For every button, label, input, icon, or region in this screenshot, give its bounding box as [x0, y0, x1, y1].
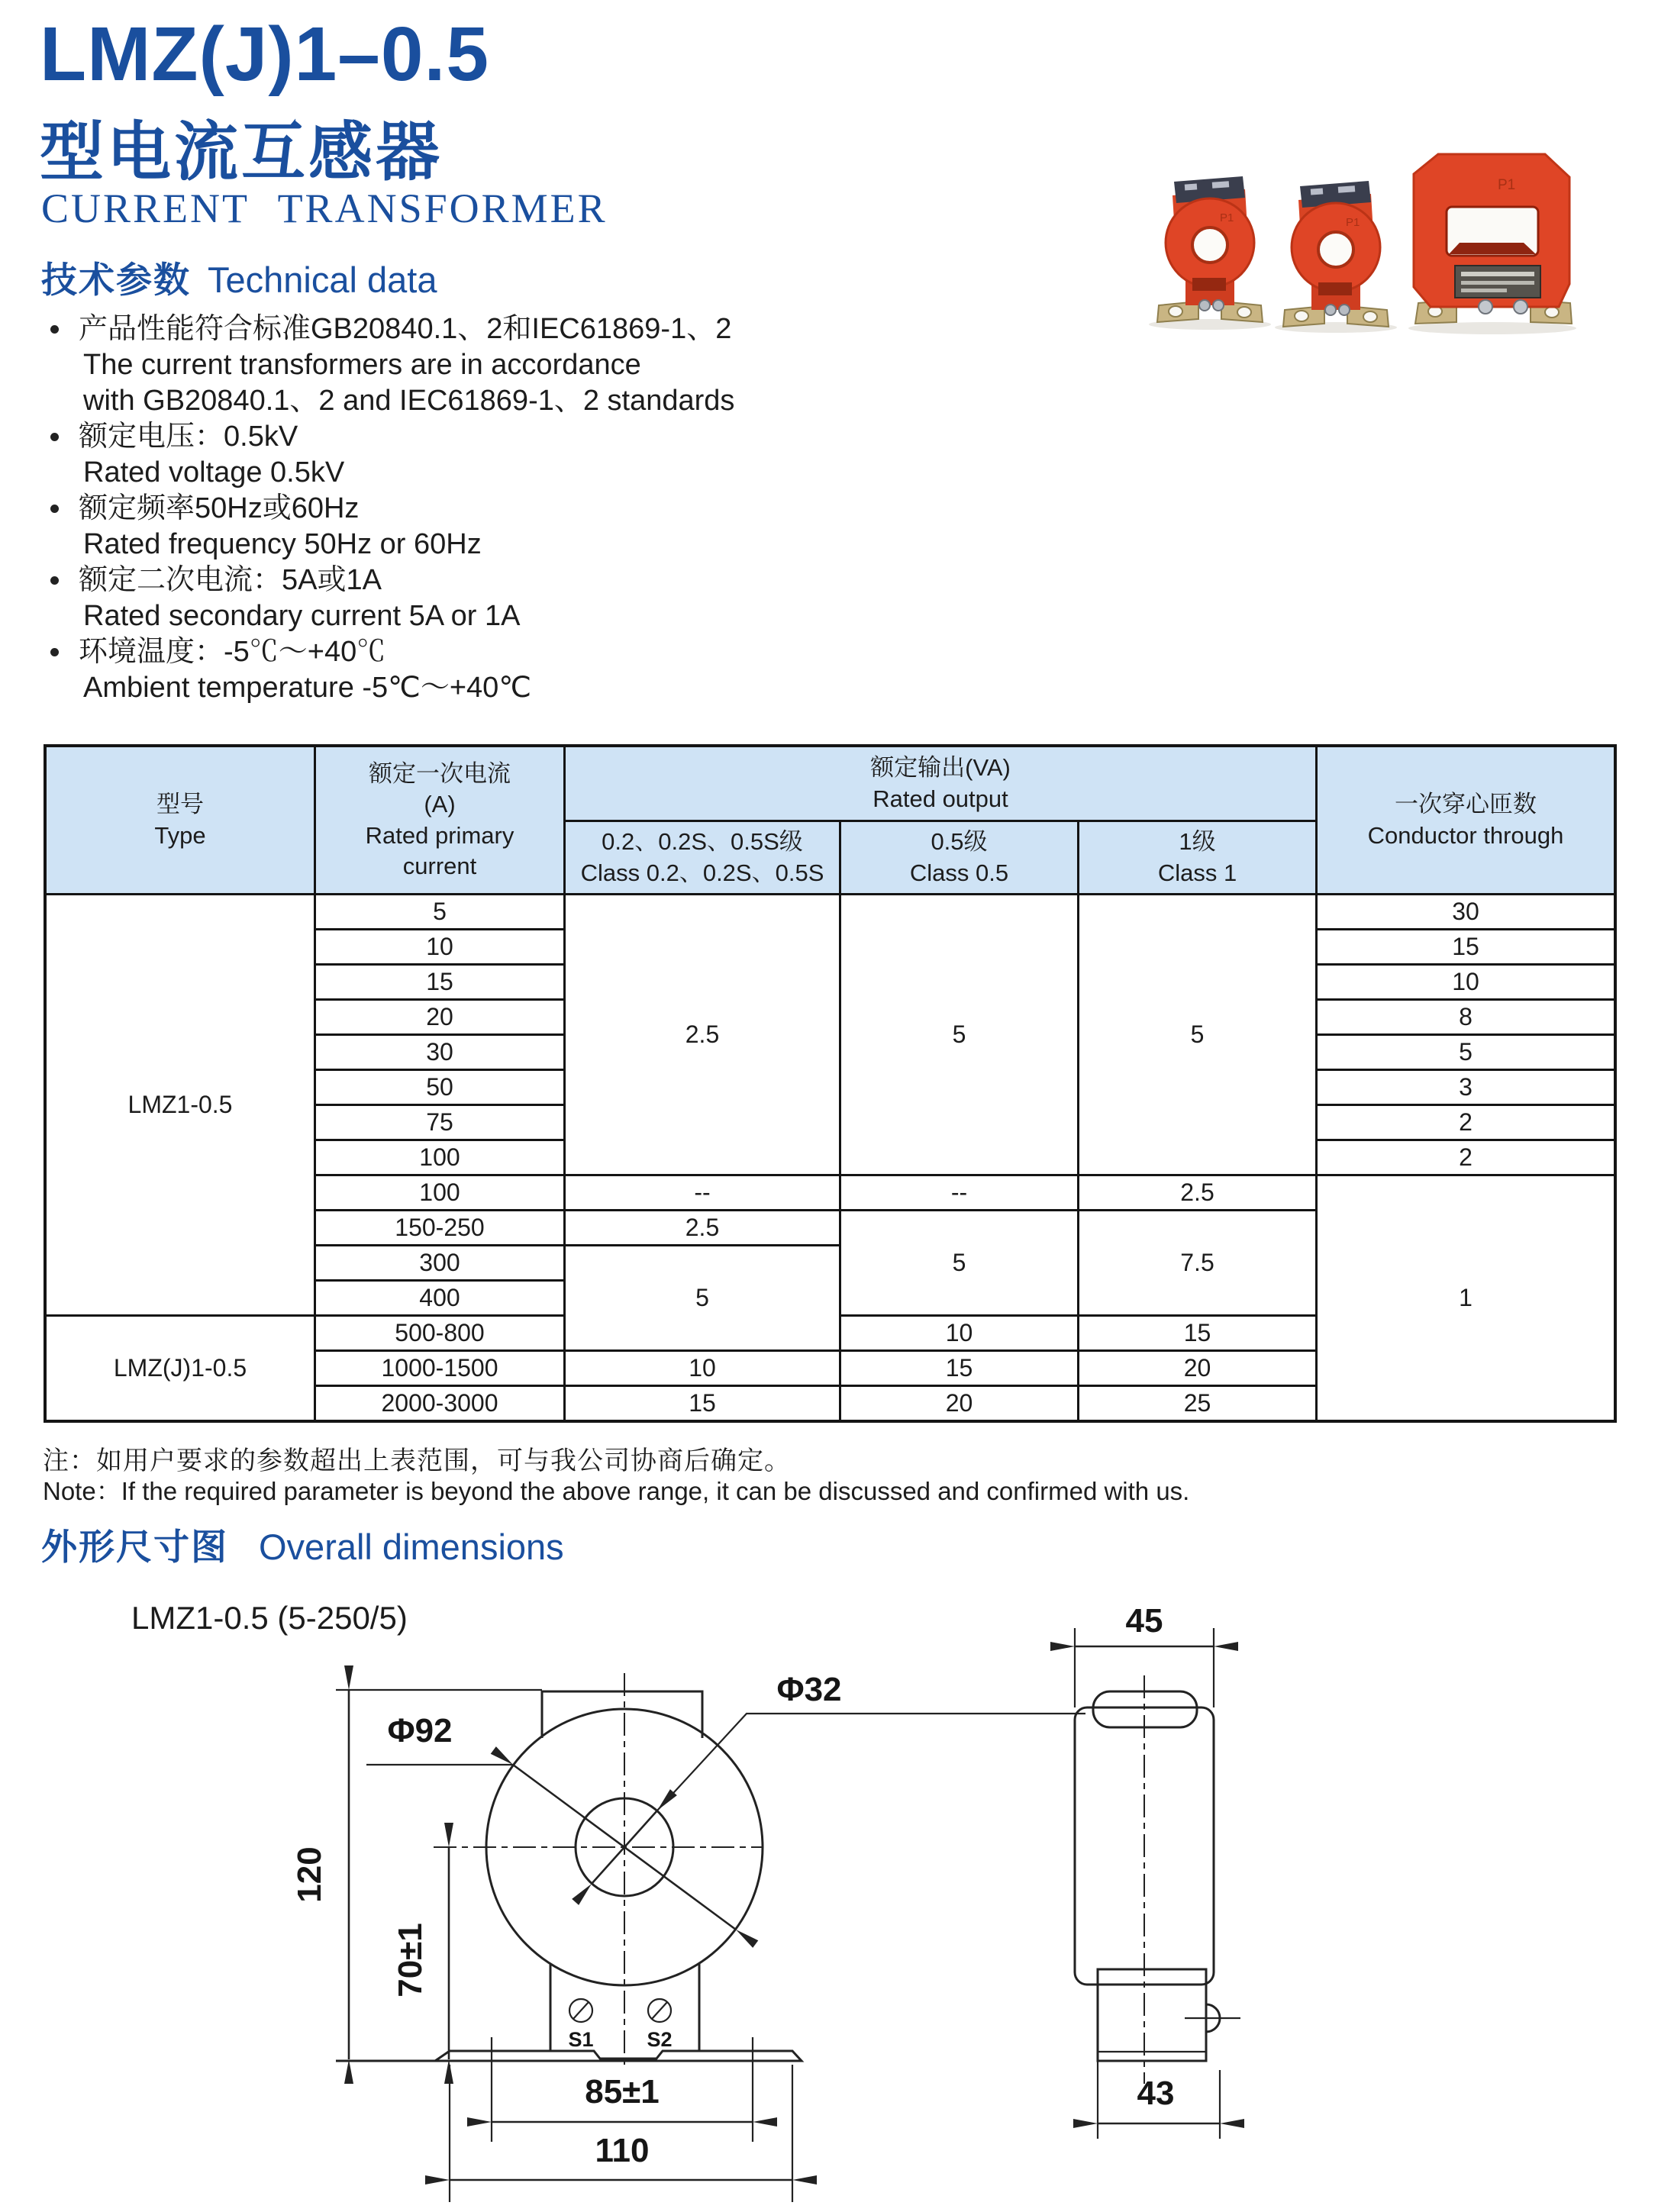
cell-current: 2000-3000 — [315, 1386, 565, 1421]
cell-turns: 5 — [1317, 1035, 1615, 1070]
cell-current: 50 — [315, 1070, 565, 1105]
cell-class1: 5 — [1079, 895, 1317, 1175]
cell-class05: 10 — [840, 1316, 1079, 1351]
bullet-dot — [50, 433, 59, 441]
type-cell: LMZ(J)1-0.5 — [46, 1316, 315, 1421]
cell-current: 100 — [315, 1140, 565, 1175]
bullet-en: Rated voltage 0.5kV — [83, 456, 345, 489]
ct-marking: P1 — [1220, 211, 1234, 224]
cell-current: 5 — [315, 895, 565, 930]
cell-current: 300 — [315, 1246, 565, 1281]
bullet-dot — [50, 648, 59, 656]
bullet-en: with GB20840.1、2 and IEC61869-1、2 standards — [83, 385, 735, 417]
bullet-dot — [50, 325, 59, 334]
cell-turns: 2 — [1317, 1105, 1615, 1140]
dim-inner-diameter: Φ32 — [776, 1671, 842, 1708]
base-plate — [435, 2051, 802, 2061]
section-technical-data-en: Technical data — [208, 260, 437, 300]
cell-current: 400 — [315, 1281, 565, 1316]
bullet-en: Ambient temperature -5℃～+40℃ — [83, 672, 531, 704]
cell-class02: -- — [565, 1175, 840, 1211]
list-item — [41, 634, 881, 706]
list-item — [41, 419, 881, 491]
terminal-label-s2: S2 — [647, 2028, 673, 2051]
cell-class02: 2.5 — [565, 1211, 840, 1246]
cell-class02: 15 — [565, 1386, 840, 1421]
cell-class05: 5 — [840, 895, 1079, 1175]
dim-side-width: 45 — [1125, 1603, 1163, 1640]
col-header-type: 型号 Type — [46, 746, 315, 895]
bullet-en: Rated frequency 50Hz or 60Hz — [83, 528, 482, 560]
ct-photo-small — [1157, 176, 1263, 322]
dim-outer-diameter: Φ92 — [387, 1712, 453, 1749]
cell-current: 20 — [315, 1000, 565, 1035]
bullet-zh: 产品性能符合标准GB20840.1、2和IEC61869-1、2 — [79, 313, 732, 345]
cell-turns: 30 — [1317, 895, 1615, 930]
cell-current: 100 — [315, 1175, 565, 1211]
col-header-primary-current: 额定一次电流 (A) Rated primary current — [315, 746, 565, 895]
cell-class05: 5 — [840, 1211, 1079, 1316]
page-subtitle-zh: 型电流互感器 — [40, 116, 444, 188]
cell-current: 150-250 — [315, 1211, 565, 1246]
section-overall-dimensions — [41, 1519, 564, 1570]
col-header-class02: 0.2、0.2S、0.5S级 Class 0.2、0.2S、0.5S — [565, 821, 840, 895]
list-item — [41, 563, 881, 634]
bullet-zh: 额定电压：0.5kV — [79, 421, 298, 453]
cell-class1: 7.5 — [1079, 1211, 1317, 1316]
cell-class05: 20 — [840, 1386, 1079, 1421]
cell-class02: 10 — [565, 1351, 840, 1386]
cell-turns: 2 — [1317, 1140, 1615, 1175]
cell-current: 15 — [315, 965, 565, 1000]
type-cell: LMZ1-0.5 — [46, 895, 315, 1316]
section-overall-dimensions-en: Overall dimensions — [259, 1527, 564, 1567]
col-header-class05: 0.5级 Class 0.5 — [840, 821, 1079, 895]
cell-class02: 2.5 — [565, 895, 840, 1175]
cell-turns: 10 — [1317, 965, 1615, 1000]
terminal-block — [1098, 1969, 1206, 2061]
col-header-conductor-through: 一次穿心匝数 Conductor through — [1317, 746, 1615, 895]
dim-base-width: 110 — [595, 2132, 650, 2169]
cell-turns: 1 — [1317, 1175, 1615, 1421]
side-view-drawing — [1075, 1603, 1240, 2139]
section-overall-dimensions-zh: 外形尺寸图 — [41, 1527, 228, 1567]
bullet-dot — [50, 505, 59, 513]
product-photo — [1145, 136, 1618, 336]
cell-class1: 2.5 — [1079, 1175, 1317, 1211]
cell-class05: 15 — [840, 1351, 1079, 1386]
bullet-zh: 额定频率50Hz或60Hz — [79, 492, 360, 524]
note-en: Note：If the required parameter is beyond the above range, it can be discussed and confirmed with us. — [43, 1477, 1190, 1505]
col-header-rated-output: 额定输出(VA) Rated output — [565, 746, 1317, 821]
col-header-class1: 1级 Class 1 — [1079, 821, 1317, 895]
dimension-drawing — [229, 1603, 1374, 2212]
bullet-zh: 额定二次电流：5A或1A — [79, 564, 382, 596]
page-title: LMZ(J)1–0.5 — [40, 11, 489, 97]
spec-table — [44, 745, 1616, 1422]
section-technical-data-zh: 技术参数 — [41, 260, 191, 300]
top-housing — [542, 1691, 702, 1738]
cell-class02: 5 — [565, 1246, 840, 1351]
cell-current: 30 — [315, 1035, 565, 1070]
cell-current: 1000-1500 — [315, 1351, 565, 1386]
drawing-variant-label: LMZ1-0.5 (5-250/5) — [131, 1600, 408, 1636]
dim-total-height: 120 — [291, 1846, 328, 1903]
cell-class1: 20 — [1079, 1351, 1317, 1386]
list-item — [41, 311, 881, 419]
page-title-en: CURRENT TRANSFORMER — [41, 185, 608, 231]
terminal-label-s1: S1 — [568, 2028, 594, 2051]
bullet-dot — [50, 576, 59, 585]
cell-class05: -- — [840, 1175, 1079, 1211]
ct-photo-medium — [1283, 181, 1389, 327]
ct-photo-large — [1414, 154, 1572, 324]
dim-center-height: 70±1 — [392, 1923, 429, 1998]
ct-marking: P1 — [1498, 177, 1516, 193]
front-view-drawing — [291, 1671, 1085, 2202]
bullet-en: Rated secondary current 5A or 1A — [83, 600, 521, 632]
cell-turns: 3 — [1317, 1070, 1615, 1105]
list-item — [41, 491, 881, 563]
cell-class1: 25 — [1079, 1386, 1317, 1421]
section-technical-data — [41, 252, 437, 303]
note-zh: 注：如用户要求的参数超出上表范围，可与我公司协商后确定。 — [43, 1446, 791, 1475]
cell-current: 500-800 — [315, 1316, 565, 1351]
cell-turns: 8 — [1317, 1000, 1615, 1035]
bullet-en: The current transformers are in accordance — [83, 349, 641, 381]
table-row — [46, 895, 1615, 930]
bullet-zh: 环境温度：-5℃～+40℃ — [79, 636, 386, 668]
dim-hole-spacing: 85±1 — [585, 2073, 660, 2110]
dim-side-base: 43 — [1137, 2075, 1175, 2112]
technical-data-list — [41, 311, 881, 706]
cell-current: 10 — [315, 930, 565, 965]
cell-current: 75 — [315, 1105, 565, 1140]
cell-class1: 15 — [1079, 1316, 1317, 1351]
cell-turns: 15 — [1317, 930, 1615, 965]
